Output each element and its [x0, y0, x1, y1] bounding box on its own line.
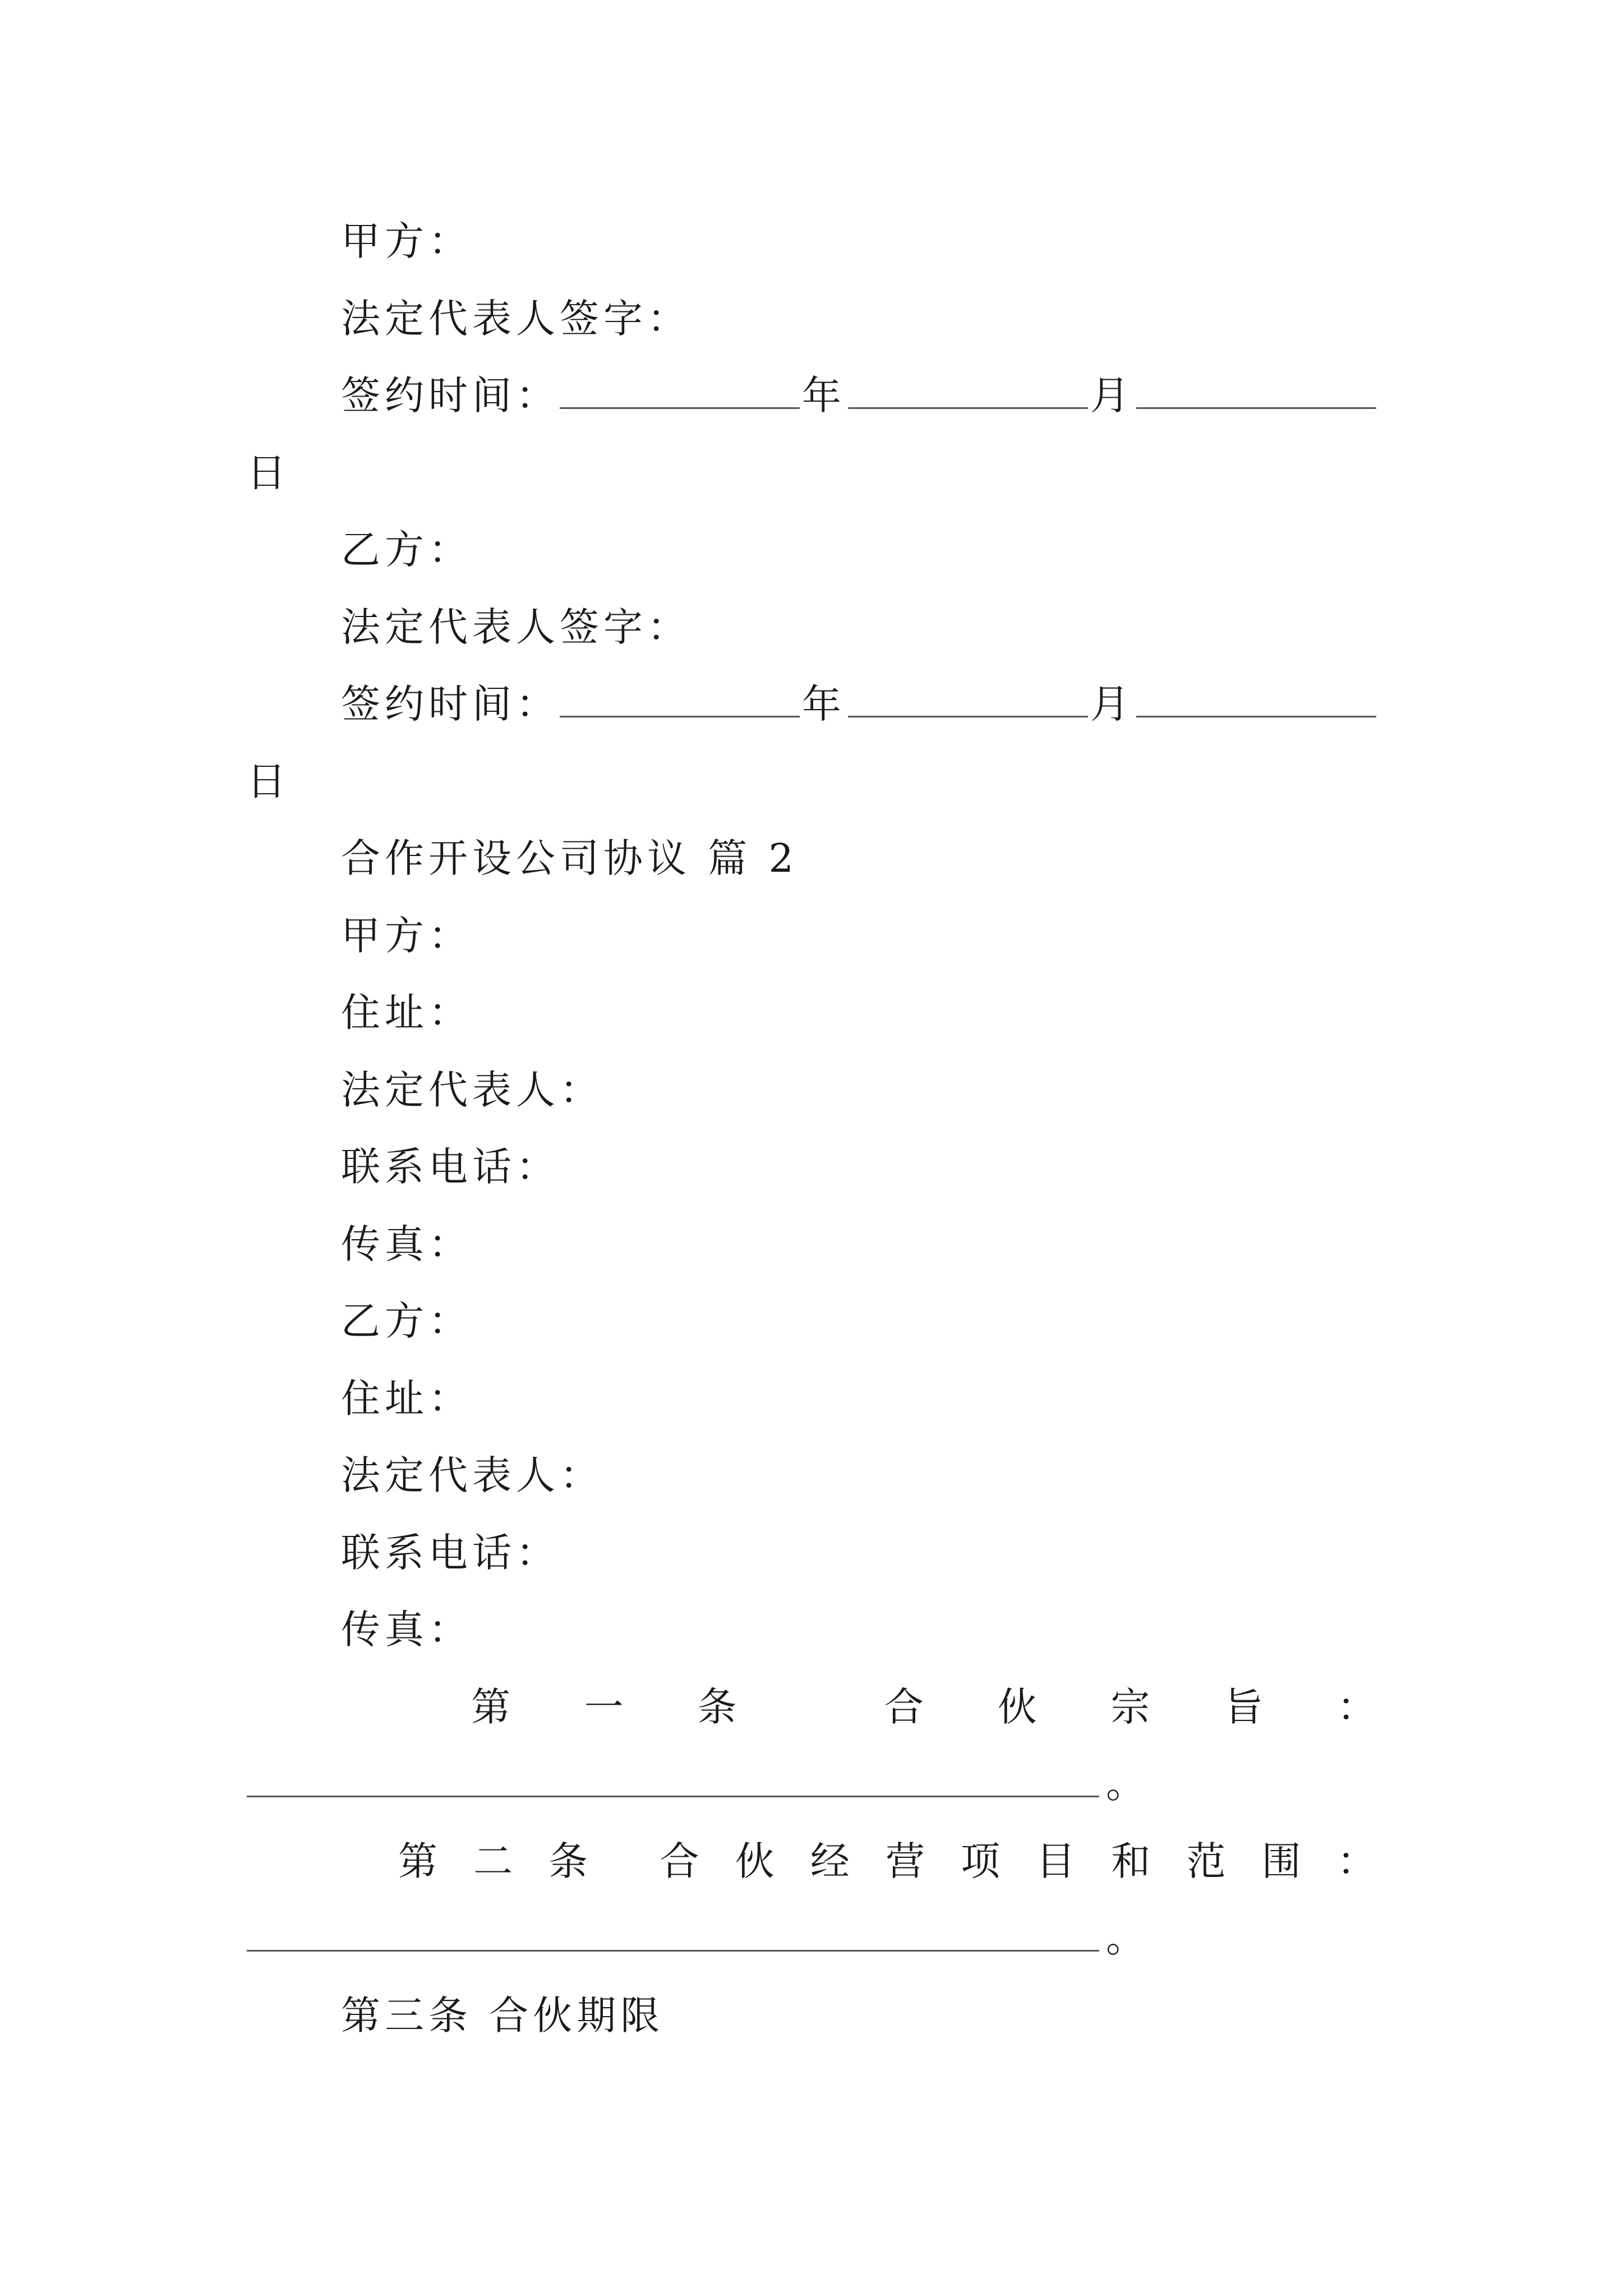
article-2-fill	[247, 1907, 1376, 1969]
month-blank[interactable]	[848, 374, 1088, 409]
phone-b-label: 联系电话：	[341, 1530, 560, 1576]
article-2-char: 合	[660, 1838, 699, 1884]
fax-a-label: 传真：	[341, 1221, 472, 1267]
legal-rep-a-label: 法定代表人：	[341, 1067, 603, 1113]
legal-rep-sign-b-label: 法定代表人签字：	[341, 604, 691, 650]
year-blank[interactable]	[560, 374, 800, 409]
article-2-char: 第	[398, 1838, 437, 1884]
article-2-char: 和	[1111, 1838, 1151, 1884]
article-1-char: 伙	[997, 1684, 1037, 1730]
article-1-char: 合	[884, 1684, 924, 1730]
month-label: 月	[1090, 372, 1134, 418]
article-1-char: 条	[697, 1684, 737, 1730]
article-1-heading	[247, 1676, 1376, 1738]
period-mark: 。	[1106, 1915, 1150, 1961]
section-heading: 合作开设公司协议 篇 2	[341, 835, 799, 881]
article-2-char: ：	[1336, 1838, 1376, 1884]
article-2-char: 伙	[735, 1838, 774, 1884]
article-2-char: 营	[885, 1838, 925, 1884]
period-mark: 。	[1106, 1761, 1150, 1807]
address-b-label: 住址：	[341, 1375, 472, 1421]
article-1-char: 旨	[1224, 1684, 1264, 1730]
phone-a-label: 联系电话：	[341, 1144, 560, 1190]
year-label: 年	[802, 372, 846, 418]
article-3-heading: 第三条 合伙期限	[341, 1993, 665, 2039]
legal-rep-b-label: 法定代表人：	[341, 1452, 603, 1498]
article-1-char: ：	[1337, 1684, 1376, 1730]
party-b-label: 乙方：	[341, 527, 472, 573]
article-2-char: 项	[961, 1838, 1000, 1884]
year-label: 年	[802, 681, 846, 727]
month-label: 月	[1090, 681, 1134, 727]
party-a-label: 甲方：	[341, 218, 472, 264]
article-1-fill	[247, 1753, 1376, 1815]
article-2-char: 范	[1186, 1838, 1226, 1884]
sign-time-line-b	[247, 673, 1376, 735]
article-1-char: 一	[584, 1684, 624, 1730]
article-2-char: 经	[810, 1838, 850, 1884]
day-blank[interactable]	[1136, 682, 1376, 717]
article-2-char: 二	[473, 1838, 513, 1884]
party-a-label: 甲方：	[341, 913, 472, 959]
sign-time-line-a	[247, 365, 1376, 426]
article-2-heading	[247, 1830, 1376, 1892]
day-label: 日	[247, 758, 291, 804]
party-b-label: 乙方：	[341, 1298, 472, 1344]
fax-b-label: 传真：	[341, 1607, 472, 1653]
article-2-char: 条	[548, 1838, 588, 1884]
day-blank[interactable]	[1136, 374, 1376, 409]
article-1-char: 宗	[1110, 1684, 1150, 1730]
article-1-blank[interactable]	[247, 1762, 1099, 1797]
sign-time-label: 签约时间：	[341, 681, 560, 727]
article-2-char: 目	[1036, 1838, 1076, 1884]
address-a-label: 住址：	[341, 990, 472, 1036]
legal-rep-sign-a-label: 法定代表人签字：	[341, 296, 691, 342]
article-2-blank[interactable]	[247, 1916, 1099, 1952]
article-1-char: 第	[471, 1684, 510, 1730]
month-blank[interactable]	[848, 682, 1088, 717]
year-blank[interactable]	[560, 682, 800, 717]
day-label: 日	[247, 450, 291, 496]
article-2-char: 围	[1261, 1838, 1301, 1884]
sign-time-label: 签约时间：	[341, 372, 560, 418]
